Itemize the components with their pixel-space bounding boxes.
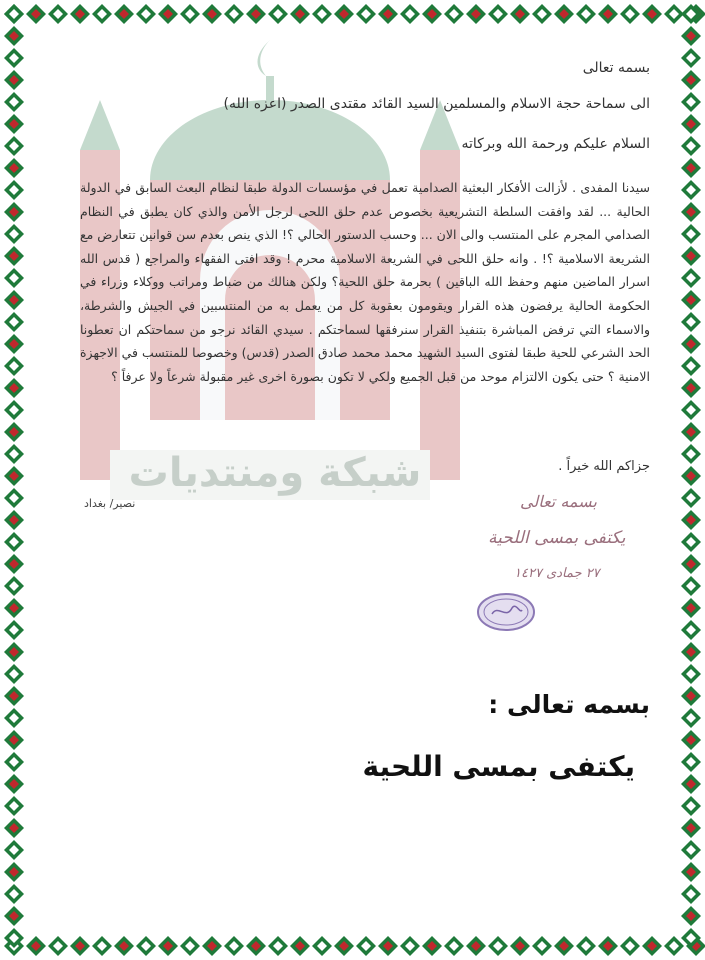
decorative-border-right [677,0,705,960]
typed-heading: بسمه تعالى : [488,690,650,719]
letter-closing: جزاكم الله خيراً . [558,459,650,474]
handwritten-answer: يكتفى بمسى اللحية [488,528,626,548]
decorative-border-bottom [0,932,705,960]
seal-stamp-icon [476,592,536,632]
letter-body: سيدنا المفدى . لأزالت الأفكار البعثية الصدامية تعمل في مؤسسات الدولة طبقا لنظام البعث السابق في الدولة الحالية ... لقد وافقت السلطة التشريعية بخصوص عدم حلق اللحى لرجل الأمن والذي كان يطبق في النظام الصدامي المجرم على المنتسب والى الان ... وحسب الدستور الحالي ؟! الذي ينص بعدم سن قوانين تتعارض مع الشريعة الاسلامية ؟! . وانه حلق اللحى في الشريعة الاسلامية محرم ! وقد افتى الفقهاء والمراجع ( قدس الله اسرار الماضين منهم وحفظ الله الباقين ) بحرمة حلق اللحية؟ ولكن هنالك من ضباط ومراتب ووكلاء وزراء في الحكومة الحالية يرفضون هذه القرار ويقومون بعقوبة كل من يعمل به من المنتسبين في الجيش والشرطة، والاسماء التي ترفض المباشرة بتنفيذ القرار سنرفقها لسماحتكم . سيدي القائد نرجو من سماحتكم ان تعطونا الحد الشرعي للحية طبقا لفتوى السيد الشهيد محمد محمد صادق الصدر (قدس) وخصوصا للمنتسب في الاجهزة الامنية ؟ حتى يكون الالتزام موحد من قبل الجميع ولكي لا تكون بصورة اخرى غير مقبولة شرعاً ولا عرفاً ؟ [79,180,650,384]
watermark-text: شبكة ومنتديات [128,450,422,496]
handwritten-date: ٢٧ جمادى ١٤٢٧ [514,566,600,581]
decorative-border-top [0,0,705,28]
letter-recipient: الى سماحة حجة الاسلام والمسلمين السيد القائد مقتدى الصدر (اعزه الله) [223,96,650,112]
letter-sender: نصير/ بغداد [84,497,136,510]
letter-bismillah: بسمه تعالى [582,60,650,76]
typed-answer: يكتفى بمسى اللحية [362,750,635,783]
handwritten-bismillah: بسمه تعالى [520,492,597,511]
letter-greeting: السلام عليكم ورحمة الله وبركاته [461,136,650,152]
decorative-border-left [0,0,28,960]
